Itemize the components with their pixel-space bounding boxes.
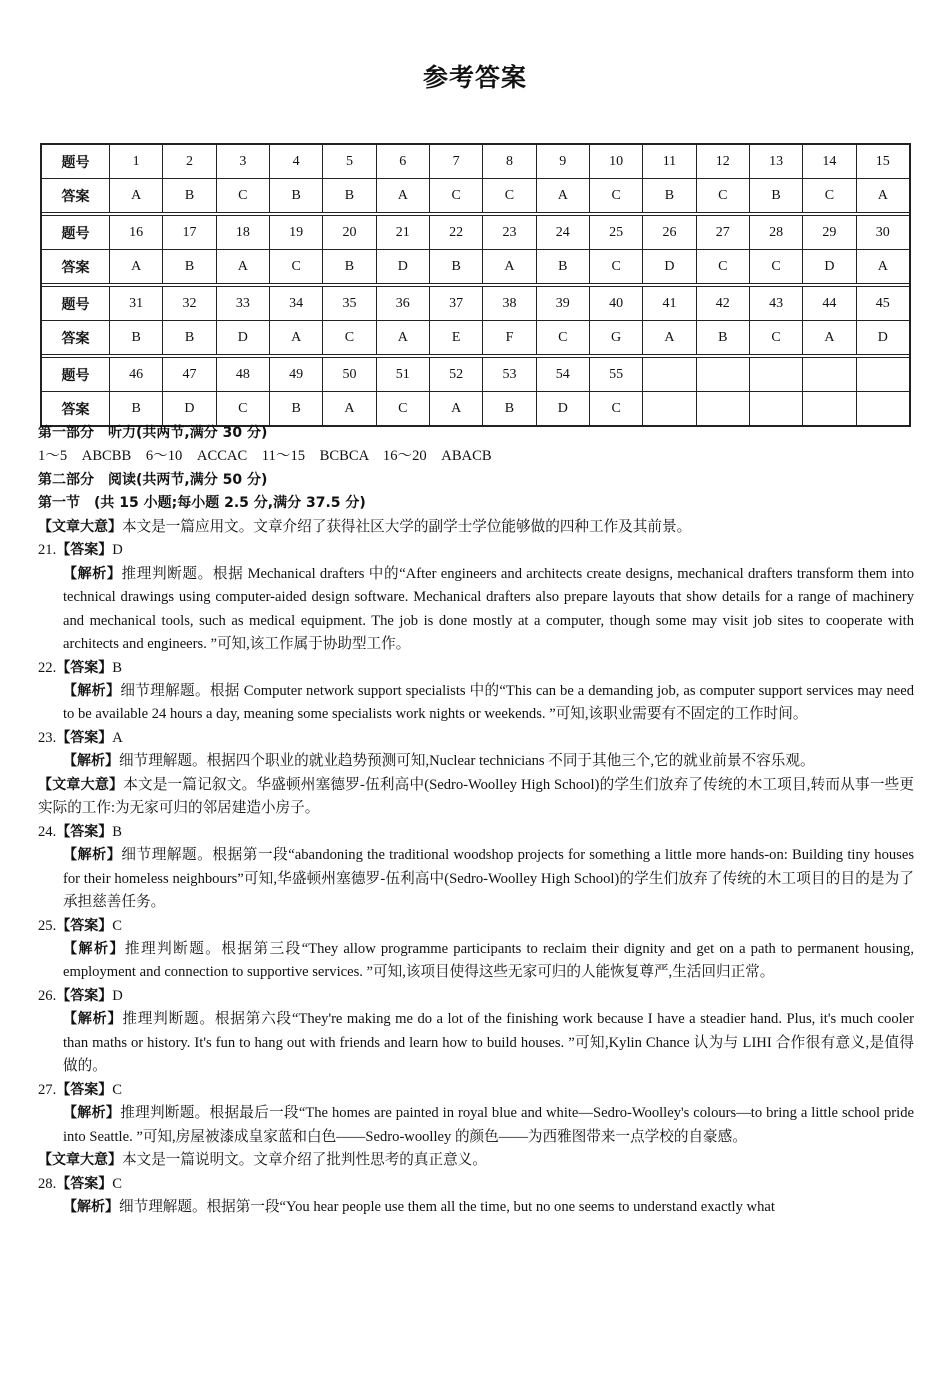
listening-answers: 1～5 ABCBB 6～10 ACCAC 11～15 BCBCA 16～20 ABACB bbox=[38, 448, 492, 465]
table-cell bbox=[856, 392, 909, 425]
analysis-text: 推理判断题。根据最后一段“The homes are painted in royal blue and white—Sedro-Woolley's colours—to bring a little school pride into Seattle. ”可知,房屋被漆成皇家蓝和白色——Sedro-woolley 的颜色——为西雅图带来一点学校的自豪感。 bbox=[63, 1105, 914, 1145]
row-header: 题号 bbox=[61, 367, 90, 384]
table-cell: A bbox=[109, 250, 162, 283]
question-number: 24. bbox=[38, 823, 57, 840]
answer-row bbox=[42, 320, 909, 354]
table-cell: A bbox=[109, 179, 162, 212]
question-number: 27. bbox=[38, 1081, 57, 1098]
analysis-text: 细节理解题。根据第一段“You hear people use them all the time, but no one seems to understand exactly what bbox=[119, 1198, 775, 1215]
table-cell bbox=[749, 358, 802, 391]
table-cell: A bbox=[322, 392, 375, 425]
answer-value: D bbox=[112, 542, 123, 559]
page-title: 参考答案 bbox=[422, 63, 527, 92]
table-cell: C bbox=[589, 250, 642, 283]
table-cell: D bbox=[536, 392, 589, 425]
table-block bbox=[42, 354, 909, 425]
answer-label: 【答案】 bbox=[56, 987, 113, 1004]
table-cell: 43 bbox=[749, 287, 802, 320]
analysis-label: 【解析】 bbox=[63, 565, 122, 582]
analysis-text: 细节理解题。根据第一段“abandoning the traditional woodshop projects for something a little more hands-on: Building tiny houses for their homeless neighbours”可知,华盛顿州塞德罗-伍利高中(Sedro-Woolley High School)的学生们放弃了传统的木工项目的目的是为了承担慈善任务。 bbox=[63, 847, 915, 911]
row-header: 题号 bbox=[61, 296, 90, 313]
answer-value: C bbox=[112, 1175, 122, 1192]
table-cell: 6 bbox=[376, 145, 429, 178]
table-cell: B bbox=[536, 250, 589, 283]
answer-value: B bbox=[112, 823, 122, 840]
table-cell: 7 bbox=[429, 145, 482, 178]
question-number-row bbox=[42, 216, 909, 249]
table-cell: 21 bbox=[376, 216, 429, 249]
analysis-label: 【解析】 bbox=[63, 1105, 121, 1122]
table-cell: C bbox=[216, 179, 269, 212]
table-cell: B bbox=[269, 179, 322, 212]
table-cell bbox=[696, 358, 749, 391]
question-number: 21. bbox=[38, 542, 57, 559]
table-cell bbox=[749, 392, 802, 425]
table-cell: C bbox=[482, 179, 535, 212]
analysis bbox=[38, 750, 914, 773]
table-cell: 5 bbox=[322, 145, 375, 178]
summary-label: 【文章大意】 bbox=[38, 518, 122, 535]
table-cell: E bbox=[429, 321, 482, 354]
table-cell: A bbox=[429, 392, 482, 425]
table-cell: D bbox=[216, 321, 269, 354]
analysis bbox=[38, 563, 914, 657]
table-cell: 47 bbox=[162, 358, 215, 391]
table-cell: A bbox=[216, 250, 269, 283]
table-cell: 34 bbox=[269, 287, 322, 320]
analysis bbox=[38, 844, 914, 914]
row-header: 题号 bbox=[61, 154, 90, 171]
analysis-label: 【解析】 bbox=[63, 847, 122, 864]
table-cell: 12 bbox=[696, 145, 749, 178]
table-cell bbox=[856, 358, 909, 391]
question-answer bbox=[38, 821, 914, 844]
analysis-text: 推理判断题。根据 Mechanical drafters 中的“After engineers and architects create designs, mechanical drafters transform them into technical drawings using computer-aided design software. Mechanical drafters also prepare layouts that show details for a range of machinery and mechanical tools, such as medical equipment. The job is done mostly at a computer, though some may visit job sites to cooperate with architects and engineers. ”可知,该工作属于协助型工作。 bbox=[63, 565, 915, 653]
answer-row bbox=[42, 391, 909, 425]
table-cell: A bbox=[536, 179, 589, 212]
table-cell: 24 bbox=[536, 216, 589, 249]
table-cell: G bbox=[589, 321, 642, 354]
table-cell: A bbox=[856, 250, 909, 283]
analysis-text: 推理判断题。根据第六段“They're making me do a lot of the finishing work because I have a steadier hand. Plus, it's much cooler than maths or history. It's fun to hang out with friends and learn how to build houses. ”可知,Kylin Chance 认为与 LIHI 合作很有意义,是值得做的。 bbox=[63, 1011, 915, 1075]
question-number-row bbox=[42, 145, 909, 178]
table-block bbox=[42, 212, 909, 283]
question-number: 26. bbox=[38, 987, 57, 1004]
table-cell: 45 bbox=[856, 287, 909, 320]
section-heading: 第二部分 阅读(共两节,满分 50 分) bbox=[38, 471, 268, 488]
table-cell: 9 bbox=[536, 145, 589, 178]
analysis-label: 【解析】 bbox=[63, 940, 125, 957]
table-cell: 44 bbox=[802, 287, 855, 320]
table-cell: C bbox=[269, 250, 322, 283]
table-block bbox=[42, 283, 909, 354]
table-cell: C bbox=[322, 321, 375, 354]
table-cell: A bbox=[482, 250, 535, 283]
analysis bbox=[38, 1196, 914, 1219]
table-cell: 38 bbox=[482, 287, 535, 320]
table-cell: B bbox=[482, 392, 535, 425]
table-cell: 54 bbox=[536, 358, 589, 391]
article-summary bbox=[38, 774, 914, 821]
table-cell: 39 bbox=[536, 287, 589, 320]
table-cell: C bbox=[429, 179, 482, 212]
table-cell: 31 bbox=[109, 287, 162, 320]
answer-label: 【答案】 bbox=[56, 1081, 113, 1098]
table-cell: D bbox=[162, 392, 215, 425]
question-number: 23. bbox=[38, 729, 57, 746]
table-cell: 16 bbox=[109, 216, 162, 249]
table-cell: B bbox=[109, 321, 162, 354]
answer-row bbox=[42, 249, 909, 283]
summary-text: 本文是一篇应用文。文章介绍了获得社区大学的副学士学位能够做的四种工作及其前景。 bbox=[122, 518, 692, 535]
answer-value: B bbox=[112, 659, 122, 676]
question-number: 28. bbox=[38, 1175, 57, 1192]
answer-value: C bbox=[112, 1081, 122, 1098]
table-cell: 20 bbox=[322, 216, 375, 249]
table-cell: A bbox=[376, 321, 429, 354]
table-cell: A bbox=[802, 321, 855, 354]
table-cell: 55 bbox=[589, 358, 642, 391]
table-cell: 19 bbox=[269, 216, 322, 249]
table-cell: 15 bbox=[856, 145, 909, 178]
analysis-label: 【解析】 bbox=[63, 1198, 119, 1215]
table-cell: 52 bbox=[429, 358, 482, 391]
question-number-row bbox=[42, 358, 909, 391]
table-cell: 11 bbox=[642, 145, 695, 178]
answer-label: 【答案】 bbox=[56, 729, 113, 746]
summary-text: 本文是一篇说明文。文章介绍了批判性思考的真正意义。 bbox=[122, 1152, 487, 1169]
table-cell: 33 bbox=[216, 287, 269, 320]
table-cell: C bbox=[589, 179, 642, 212]
question-number: 22. bbox=[38, 659, 57, 676]
table-cell: 29 bbox=[802, 216, 855, 249]
table-cell: B bbox=[162, 179, 215, 212]
table-cell: D bbox=[802, 250, 855, 283]
table-cell: 17 bbox=[162, 216, 215, 249]
table-cell bbox=[696, 392, 749, 425]
analysis-label: 【解析】 bbox=[63, 753, 119, 770]
table-cell: A bbox=[376, 179, 429, 212]
analysis-label: 【解析】 bbox=[63, 682, 121, 699]
table-cell: C bbox=[536, 321, 589, 354]
table-cell: A bbox=[269, 321, 322, 354]
table-cell: 4 bbox=[269, 145, 322, 178]
table-cell: F bbox=[482, 321, 535, 354]
row-header: 答案 bbox=[61, 401, 90, 418]
table-cell: 10 bbox=[589, 145, 642, 178]
table-cell: 13 bbox=[749, 145, 802, 178]
table-cell: D bbox=[642, 250, 695, 283]
analysis-label: 【解析】 bbox=[63, 1011, 123, 1028]
table-cell: C bbox=[696, 179, 749, 212]
table-cell: 53 bbox=[482, 358, 535, 391]
analysis-text: 推理判断题。根据第三段“They allow programme participants to reclaim their dignity and get on a path to permanent housing, employment and connection to supportive services. ”可知,该项目使得这些无家可归的人能恢复尊严,生活回归正常。 bbox=[63, 940, 914, 981]
table-cell: B bbox=[269, 392, 322, 425]
row-header: 题号 bbox=[61, 225, 90, 242]
table-cell: B bbox=[749, 179, 802, 212]
table-cell: B bbox=[162, 250, 215, 283]
answer-value: D bbox=[112, 987, 123, 1004]
table-cell: 41 bbox=[642, 287, 695, 320]
answer-label: 【答案】 bbox=[56, 917, 113, 934]
table-cell: 30 bbox=[856, 216, 909, 249]
summary-text: 本文是一篇记叙文。华盛顿州塞德罗-伍利高中(Sedro-Woolley High School)的学生们放弃了传统的木工项目,转而从事一些更实际的工作:为无家可归的邻居建造小房子。 bbox=[38, 776, 915, 817]
table-cell: 26 bbox=[642, 216, 695, 249]
row-header: 答案 bbox=[61, 259, 90, 276]
table-cell: 1 bbox=[109, 145, 162, 178]
table-cell: B bbox=[642, 179, 695, 212]
table-cell: C bbox=[749, 321, 802, 354]
table-cell: 22 bbox=[429, 216, 482, 249]
answer-row bbox=[42, 178, 909, 212]
table-cell bbox=[642, 358, 695, 391]
table-cell: 40 bbox=[589, 287, 642, 320]
table-cell bbox=[642, 392, 695, 425]
answer-label: 【答案】 bbox=[56, 823, 113, 840]
table-cell: A bbox=[856, 179, 909, 212]
table-cell: A bbox=[642, 321, 695, 354]
table-cell: C bbox=[216, 392, 269, 425]
table-cell: 14 bbox=[802, 145, 855, 178]
table-cell: B bbox=[696, 321, 749, 354]
table-cell: 28 bbox=[749, 216, 802, 249]
table-cell: 50 bbox=[322, 358, 375, 391]
section-heading: 第一节 (共 15 小题;每小题 2.5 分,满分 37.5 分) bbox=[38, 495, 366, 512]
answer-label: 【答案】 bbox=[56, 1175, 113, 1192]
table-cell: 46 bbox=[109, 358, 162, 391]
question-number-row bbox=[42, 287, 909, 320]
analysis bbox=[38, 1102, 914, 1149]
table-cell: 32 bbox=[162, 287, 215, 320]
table-cell: D bbox=[376, 250, 429, 283]
summary-label: 【文章大意】 bbox=[38, 776, 124, 793]
table-cell: D bbox=[856, 321, 909, 354]
table-cell: C bbox=[802, 179, 855, 212]
answer-table bbox=[40, 143, 911, 427]
table-cell: C bbox=[696, 250, 749, 283]
table-cell: 3 bbox=[216, 145, 269, 178]
table-cell: 42 bbox=[696, 287, 749, 320]
table-cell: 25 bbox=[589, 216, 642, 249]
question-number: 25. bbox=[38, 917, 57, 934]
table-cell: C bbox=[749, 250, 802, 283]
table-cell: B bbox=[322, 179, 375, 212]
question-answer bbox=[38, 915, 914, 938]
table-cell: 35 bbox=[322, 287, 375, 320]
table-cell: 8 bbox=[482, 145, 535, 178]
row-header: 答案 bbox=[61, 188, 90, 205]
answer-explanations bbox=[38, 422, 914, 1219]
article-summary bbox=[38, 1149, 914, 1172]
table-cell: 27 bbox=[696, 216, 749, 249]
answer-value: C bbox=[112, 917, 122, 934]
table-cell: 37 bbox=[429, 287, 482, 320]
question-answer bbox=[38, 539, 914, 562]
table-block bbox=[42, 145, 909, 212]
answer-label: 【答案】 bbox=[56, 659, 113, 676]
table-cell: B bbox=[162, 321, 215, 354]
table-cell: B bbox=[322, 250, 375, 283]
table-cell: 23 bbox=[482, 216, 535, 249]
analysis bbox=[38, 680, 914, 727]
analysis-text: 细节理解题。根据 Computer network support specialists 中的“This can be a demanding job, as computer support services may need to be available 24 hours a day, meaning some specialists work nights or weekends. ”可知,该职业需要有不固定的工作时间。 bbox=[63, 682, 914, 723]
table-cell: 36 bbox=[376, 287, 429, 320]
article-summary bbox=[38, 516, 914, 539]
table-cell: 2 bbox=[162, 145, 215, 178]
question-answer bbox=[38, 985, 914, 1008]
table-cell: B bbox=[429, 250, 482, 283]
question-answer bbox=[38, 1079, 914, 1102]
answer-value: A bbox=[112, 729, 123, 746]
row-header: 答案 bbox=[61, 330, 90, 347]
question-answer bbox=[38, 1173, 914, 1196]
table-cell: 18 bbox=[216, 216, 269, 249]
analysis bbox=[38, 1008, 914, 1078]
table-cell bbox=[802, 392, 855, 425]
section-heading: 第一部分 听力(共两节,满分 30 分) bbox=[38, 425, 268, 441]
table-cell: 51 bbox=[376, 358, 429, 391]
table-cell: C bbox=[589, 392, 642, 425]
answer-label: 【答案】 bbox=[56, 542, 113, 559]
table-cell: B bbox=[109, 392, 162, 425]
table-cell: 48 bbox=[216, 358, 269, 391]
question-answer bbox=[38, 657, 914, 680]
question-answer bbox=[38, 727, 914, 750]
analysis bbox=[38, 938, 914, 985]
table-cell bbox=[802, 358, 855, 391]
summary-label: 【文章大意】 bbox=[38, 1152, 122, 1169]
table-cell: C bbox=[376, 392, 429, 425]
table-cell: 49 bbox=[269, 358, 322, 391]
analysis-text: 细节理解题。根据四个职业的就业趋势预测可知,Nuclear technicians 不同于其他三个,它的就业前景不容乐观。 bbox=[119, 753, 815, 770]
